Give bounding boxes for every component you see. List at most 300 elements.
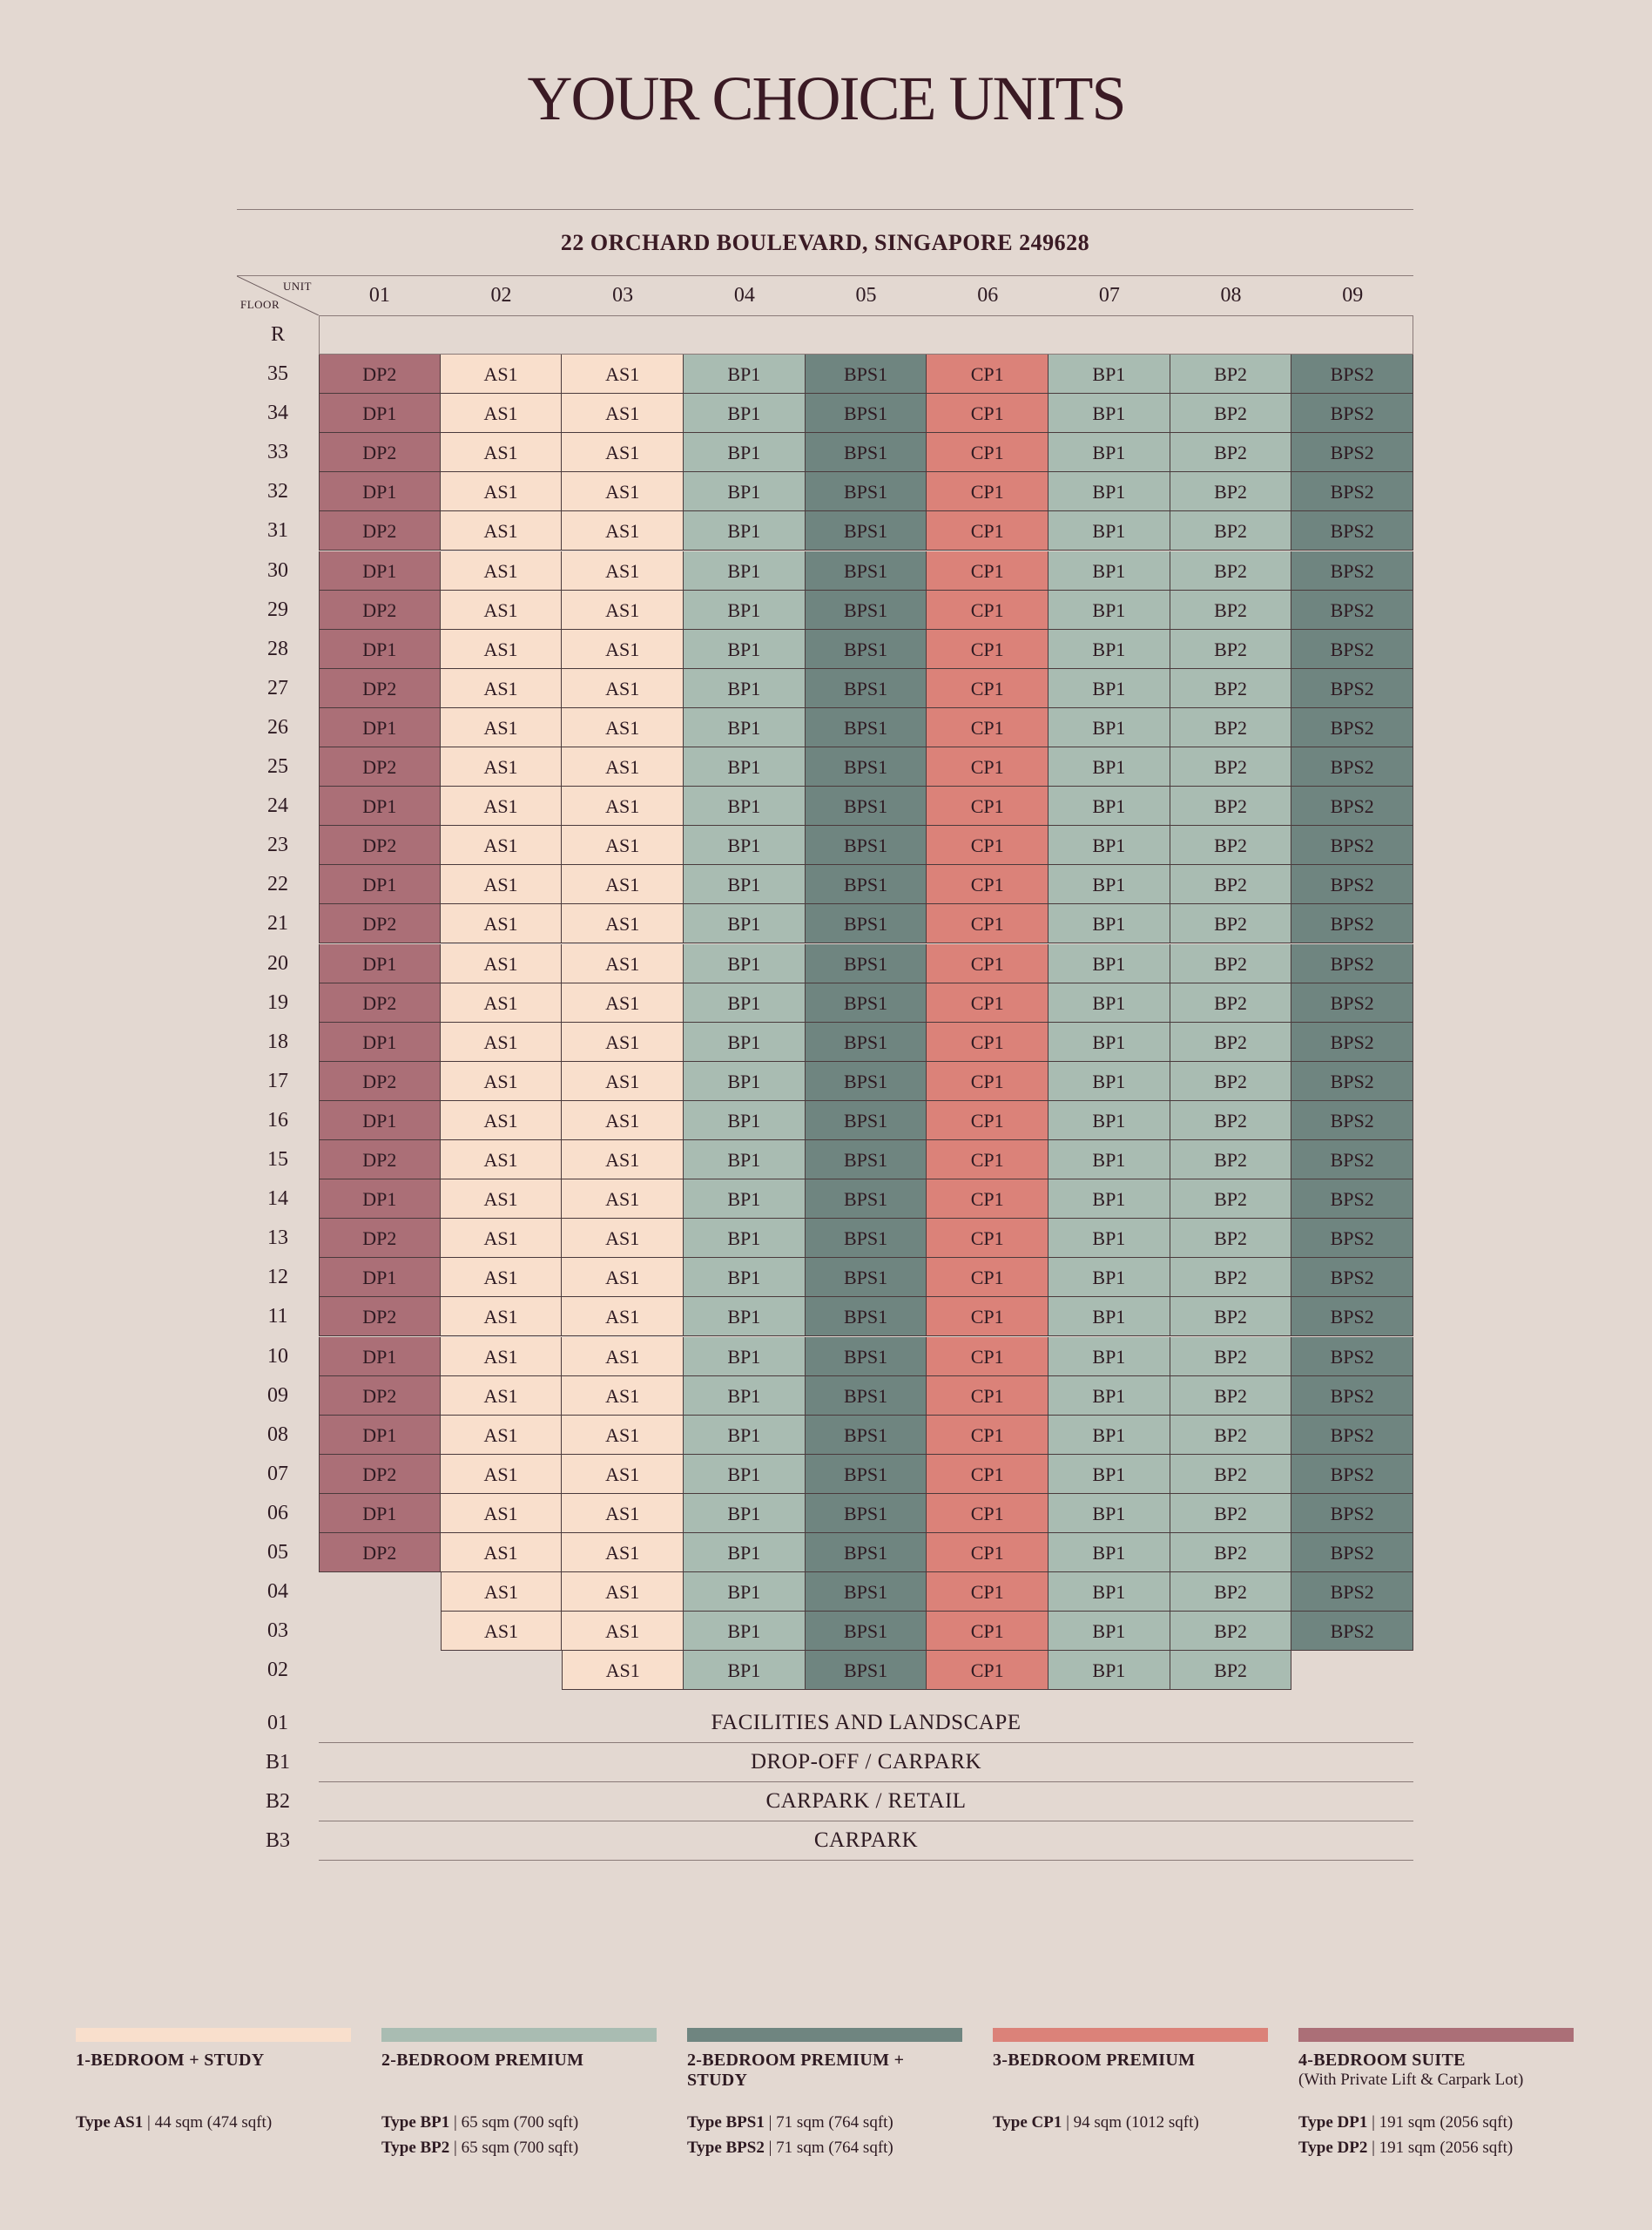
unit-cell: BP2 xyxy=(1170,591,1292,630)
legend-name: 3-BEDROOM PREMIUM xyxy=(993,2051,1196,2070)
unit-cell: BPS2 xyxy=(1291,630,1413,669)
unit-cell: CP1 xyxy=(927,747,1049,787)
unit-cell: AS1 xyxy=(562,1101,684,1140)
shared-floor-band: CARPARK xyxy=(319,1821,1413,1861)
unit-cell: BP2 xyxy=(1170,708,1292,747)
floor-label: 21 xyxy=(267,912,288,936)
column-header: 08 xyxy=(1220,284,1242,307)
unit-cell: DP2 xyxy=(319,591,441,630)
legend-swatch xyxy=(381,2028,657,2042)
unit-cell: AS1 xyxy=(441,1572,563,1612)
floor-label: 13 xyxy=(267,1226,288,1250)
floor-label: 04 xyxy=(267,1580,288,1604)
unit-cell: BPS2 xyxy=(1291,708,1413,747)
unit-cell: DP2 xyxy=(319,1533,441,1572)
unit-cell: CP1 xyxy=(927,983,1049,1023)
unit-cell: CP1 xyxy=(927,708,1049,747)
unit-cell: BPS1 xyxy=(806,1297,927,1336)
unit-cell: AS1 xyxy=(562,1140,684,1179)
unit-cell: BP2 xyxy=(1170,1101,1292,1140)
unit-type-size: 44 sqm (474 sqft) xyxy=(154,2113,273,2132)
unit-cell: BPS2 xyxy=(1291,394,1413,433)
unit-cell: BP1 xyxy=(1049,1455,1170,1494)
unit-type-name: Type BP1 xyxy=(381,2113,450,2132)
unit-cell: BP1 xyxy=(1049,355,1170,394)
unit-cell: AS1 xyxy=(441,669,563,708)
unit-cell: BPS2 xyxy=(1291,1455,1413,1494)
unit-cell: AS1 xyxy=(562,904,684,943)
column-header: 02 xyxy=(490,284,512,307)
unit-cell: CP1 xyxy=(927,551,1049,591)
unit-cell: CP1 xyxy=(927,591,1049,630)
floor-label: 26 xyxy=(267,715,288,739)
unit-cell: CP1 xyxy=(927,944,1049,983)
unit-cell: CP1 xyxy=(927,1455,1049,1494)
separator: | xyxy=(1062,2113,1074,2132)
unit-cell: CP1 xyxy=(927,1376,1049,1416)
unit-cell: CP1 xyxy=(927,787,1049,826)
unit-cell: BP2 xyxy=(1170,826,1292,865)
unit-cell: BP1 xyxy=(684,944,806,983)
unit-cell: CP1 xyxy=(927,1612,1049,1651)
unit-cell: BP1 xyxy=(1049,1140,1170,1179)
unit-cell: CP1 xyxy=(927,1219,1049,1258)
unit-cell: AS1 xyxy=(441,1179,563,1219)
unit-cell: BP1 xyxy=(684,1612,806,1651)
unit-cell: CP1 xyxy=(927,904,1049,943)
unit-cell: CP1 xyxy=(927,1023,1049,1062)
legend-type-line xyxy=(381,2110,695,2135)
unit-cell: BP2 xyxy=(1170,1376,1292,1416)
unit-cell: BP1 xyxy=(1049,747,1170,787)
unit-cell: AS1 xyxy=(441,1376,563,1416)
unit-type-name: Type DP1 xyxy=(1298,2113,1368,2132)
unit-cell: BP1 xyxy=(1049,904,1170,943)
unit-cell: BPS2 xyxy=(1291,1416,1413,1455)
unit-cell: BP1 xyxy=(1049,591,1170,630)
unit-cell: AS1 xyxy=(562,1494,684,1533)
legend-types xyxy=(687,2110,1001,2160)
unit-cell: DP1 xyxy=(319,787,441,826)
unit-cell: BP1 xyxy=(1049,669,1170,708)
floor-label: 03 xyxy=(267,1619,288,1643)
unit-cell: CP1 xyxy=(927,1337,1049,1376)
unit-cell: DP1 xyxy=(319,551,441,591)
unit-cell: BP2 xyxy=(1170,394,1292,433)
unit-cell: AS1 xyxy=(562,1416,684,1455)
unit-cell: BPS1 xyxy=(806,1219,927,1258)
floor-label: 07 xyxy=(267,1462,288,1485)
unit-cell: AS1 xyxy=(441,433,563,472)
floor-label: 27 xyxy=(267,676,288,699)
legend-item xyxy=(1298,2028,1574,2157)
unit-type-size: 71 sqm (764 sqft) xyxy=(776,2139,893,2157)
unit-cell: BPS2 xyxy=(1291,865,1413,904)
unit-cell: AS1 xyxy=(441,1140,563,1179)
unit-cell: CP1 xyxy=(927,1140,1049,1179)
unit-cell: AS1 xyxy=(441,747,563,787)
legend-name: 2-BEDROOM PREMIUM xyxy=(381,2051,584,2070)
unit-cell: BPS1 xyxy=(806,1455,927,1494)
legend-name: 1-BEDROOM + STUDY xyxy=(76,2051,265,2070)
unit-cell: AS1 xyxy=(562,944,684,983)
unit-cell: BPS2 xyxy=(1291,355,1413,394)
unit-cell: DP1 xyxy=(319,865,441,904)
unit-cell: AS1 xyxy=(441,355,563,394)
unit-cell: BP1 xyxy=(684,1494,806,1533)
unit-cell: BP1 xyxy=(684,1651,806,1690)
unit-cell: BP2 xyxy=(1170,1179,1292,1219)
unit-cell: BP1 xyxy=(1049,1023,1170,1062)
floor-label: 16 xyxy=(267,1108,288,1132)
legend-subtitle: (With Private Lift & Carpark Lot) xyxy=(1298,2071,1524,2089)
unit-type-name: Type DP2 xyxy=(1298,2139,1368,2157)
unit-cell: BP1 xyxy=(684,472,806,511)
unit-cell: BPS2 xyxy=(1291,1337,1413,1376)
unit-cell: AS1 xyxy=(562,669,684,708)
unit-cell: AS1 xyxy=(441,1612,563,1651)
unit-cell: AS1 xyxy=(562,826,684,865)
unit-cell: BP2 xyxy=(1170,1023,1292,1062)
column-header: 05 xyxy=(855,284,877,307)
legend-name: 4-BEDROOM SUITE xyxy=(1298,2051,1466,2070)
separator: | xyxy=(1367,2139,1379,2157)
unit-cell: BPS1 xyxy=(806,747,927,787)
unit-cell: AS1 xyxy=(441,708,563,747)
floor-label: 05 xyxy=(267,1541,288,1564)
unit-cell: AS1 xyxy=(441,983,563,1023)
unit-cell: CP1 xyxy=(927,865,1049,904)
unit-cell: BPS1 xyxy=(806,1062,927,1101)
unit-cell: BP2 xyxy=(1170,1572,1292,1612)
unit-cell: BP1 xyxy=(684,1337,806,1376)
unit-cell: AS1 xyxy=(562,1258,684,1297)
unit-cell: BP1 xyxy=(1049,1416,1170,1455)
unit-cell: AS1 xyxy=(441,1455,563,1494)
unit-cell: CP1 xyxy=(927,1533,1049,1572)
unit-cell: AS1 xyxy=(441,1219,563,1258)
column-header: 07 xyxy=(1098,284,1120,307)
unit-cell: BP1 xyxy=(684,591,806,630)
unit-cell: BPS1 xyxy=(806,1533,927,1572)
unit-cell: BPS1 xyxy=(806,944,927,983)
unit-cell: BP2 xyxy=(1170,747,1292,787)
unit-cell: BP2 xyxy=(1170,630,1292,669)
unit-cell: BPS2 xyxy=(1291,1062,1413,1101)
unit-cell: BPS1 xyxy=(806,551,927,591)
unit-cell: CP1 xyxy=(927,1101,1049,1140)
unit-cell: CP1 xyxy=(927,1494,1049,1533)
unit-cell: AS1 xyxy=(562,551,684,591)
unit-cell: BPS1 xyxy=(806,1651,927,1690)
floor-label: 06 xyxy=(267,1501,288,1524)
unit-cell: AS1 xyxy=(562,1572,684,1612)
floor-label: 15 xyxy=(267,1148,288,1171)
unit-cell: AS1 xyxy=(562,1219,684,1258)
unit-cell: BPS1 xyxy=(806,708,927,747)
unit-cell: BP2 xyxy=(1170,1062,1292,1101)
unit-cell: AS1 xyxy=(562,1455,684,1494)
unit-cell: BP1 xyxy=(1049,1572,1170,1612)
unit-cell: AS1 xyxy=(562,433,684,472)
unit-cell: BPS2 xyxy=(1291,1219,1413,1258)
unit-cell: AS1 xyxy=(441,551,563,591)
shared-floor-band: DROP-OFF / CARPARK xyxy=(319,1743,1413,1782)
unit-cell: BPS1 xyxy=(806,355,927,394)
unit-cell: BP1 xyxy=(1049,826,1170,865)
unit-cell: BP2 xyxy=(1170,944,1292,983)
unit-cell: BPS2 xyxy=(1291,1140,1413,1179)
separator: | xyxy=(764,2139,777,2157)
floor-label: 24 xyxy=(267,794,288,818)
column-header: 09 xyxy=(1342,284,1364,307)
unit-cell: DP2 xyxy=(319,433,441,472)
unit-cell: BP1 xyxy=(684,747,806,787)
unit-cell: BP1 xyxy=(1049,1258,1170,1297)
floor-label: 35 xyxy=(267,362,288,385)
unit-cell: BPS2 xyxy=(1291,433,1413,472)
unit-cell: AS1 xyxy=(562,787,684,826)
unit-type-name: Type CP1 xyxy=(993,2113,1062,2132)
unit-cell: AS1 xyxy=(562,472,684,511)
unit-cell: BPS2 xyxy=(1291,747,1413,787)
unit-cell: BP2 xyxy=(1170,551,1292,591)
unit-cell: BP2 xyxy=(1170,1494,1292,1533)
unit-cell: BP1 xyxy=(684,787,806,826)
unit-cell: AS1 xyxy=(562,1651,684,1690)
unit-cell: BP1 xyxy=(1049,1062,1170,1101)
unit-cell: DP1 xyxy=(319,708,441,747)
unit-cell: BPS1 xyxy=(806,472,927,511)
floor-label: 20 xyxy=(267,951,288,975)
unit-cell: BPS1 xyxy=(806,1179,927,1219)
legend-type-line xyxy=(76,2110,389,2135)
unit-cell: BPS1 xyxy=(806,394,927,433)
unit-cell: BP2 xyxy=(1170,1533,1292,1572)
unit-cell: AS1 xyxy=(441,394,563,433)
unit-cell: BP1 xyxy=(684,551,806,591)
unit-cell: DP1 xyxy=(319,1023,441,1062)
unit-cell: AS1 xyxy=(441,630,563,669)
legend-swatch xyxy=(687,2028,962,2042)
unit-cell: DP2 xyxy=(319,1219,441,1258)
unit-cell: DP2 xyxy=(319,1376,441,1416)
unit-cell: BPS1 xyxy=(806,826,927,865)
unit-cell: BP1 xyxy=(684,1258,806,1297)
unit-cell: BP2 xyxy=(1170,865,1292,904)
unit-cell: BPS2 xyxy=(1291,1101,1413,1140)
unit-cell: DP2 xyxy=(319,904,441,943)
unit-cell: BP2 xyxy=(1170,1297,1292,1336)
unit-cell: AS1 xyxy=(562,1062,684,1101)
unit-cell: BP1 xyxy=(1049,787,1170,826)
unit-cell: BPS2 xyxy=(1291,787,1413,826)
unit-cell: BPS1 xyxy=(806,865,927,904)
unit-cell: DP2 xyxy=(319,1062,441,1101)
unit-cell: AS1 xyxy=(562,983,684,1023)
separator: | xyxy=(1367,2113,1379,2132)
unit-cell: BPS1 xyxy=(806,630,927,669)
unit-cell: BPS1 xyxy=(806,1376,927,1416)
legend-item xyxy=(687,2028,962,2157)
unit-type-name: Type BPS1 xyxy=(687,2113,765,2132)
unit-cell: BP1 xyxy=(684,1297,806,1336)
unit-cell: AS1 xyxy=(441,787,563,826)
unit-cell: BPS2 xyxy=(1291,472,1413,511)
unit-cell: BPS1 xyxy=(806,1337,927,1376)
unit-cell: DP1 xyxy=(319,394,441,433)
unit-cell: BP2 xyxy=(1170,904,1292,943)
unit-cell: BP2 xyxy=(1170,511,1292,551)
unit-cell: DP1 xyxy=(319,1179,441,1219)
unit-cell: BP1 xyxy=(1049,944,1170,983)
unit-cell: AS1 xyxy=(562,1533,684,1572)
unit-cell: DP2 xyxy=(319,1140,441,1179)
unit-cell: CP1 xyxy=(927,1572,1049,1612)
unit-cell: DP1 xyxy=(319,1258,441,1297)
floor-label: 28 xyxy=(267,637,288,660)
unit-cell: BPS1 xyxy=(806,1023,927,1062)
unit-cell: BPS1 xyxy=(806,1140,927,1179)
unit-cell: CP1 xyxy=(927,1258,1049,1297)
floor-label: 12 xyxy=(267,1266,288,1289)
unit-cell: BP1 xyxy=(684,1179,806,1219)
unit-type-size: 94 sqm (1012 sqft) xyxy=(1073,2113,1199,2132)
unit-cell: DP1 xyxy=(319,1416,441,1455)
separator: | xyxy=(449,2113,462,2132)
unit-cell: BP1 xyxy=(1049,1337,1170,1376)
column-header: 04 xyxy=(733,284,755,307)
unit-cell: AS1 xyxy=(562,630,684,669)
unit-cell: BP1 xyxy=(684,983,806,1023)
unit-cell: BP1 xyxy=(1049,1533,1170,1572)
unit-cell: CP1 xyxy=(927,826,1049,865)
unit-cell: BPS2 xyxy=(1291,1612,1413,1651)
unit-cell: CP1 xyxy=(927,394,1049,433)
unit-cell: AS1 xyxy=(441,1494,563,1533)
unit-cell: BP1 xyxy=(1049,865,1170,904)
unit-cell: CP1 xyxy=(927,511,1049,551)
column-header: 03 xyxy=(612,284,634,307)
unit-cell: BP1 xyxy=(1049,1612,1170,1651)
unit-cell: CP1 xyxy=(927,1179,1049,1219)
unit-cell: BPS2 xyxy=(1291,983,1413,1023)
legend-swatch xyxy=(993,2028,1268,2042)
floor-label: 25 xyxy=(267,755,288,778)
top-divider xyxy=(237,209,1413,210)
unit-cell: BPS2 xyxy=(1291,551,1413,591)
unit-cell: AS1 xyxy=(441,1101,563,1140)
unit-cell: BP1 xyxy=(1049,433,1170,472)
floor-label: 17 xyxy=(267,1069,288,1092)
unit-cell: CP1 xyxy=(927,1416,1049,1455)
unit-cell: BP1 xyxy=(684,433,806,472)
unit-cell: BP1 xyxy=(684,630,806,669)
unit-cell: AS1 xyxy=(441,865,563,904)
floor-label: B1 xyxy=(265,1751,290,1774)
unit-cell: AS1 xyxy=(441,904,563,943)
unit-cell: DP2 xyxy=(319,355,441,394)
unit-cell: DP1 xyxy=(319,1494,441,1533)
unit-cell: AS1 xyxy=(441,511,563,551)
floor-label: B2 xyxy=(265,1790,290,1814)
shared-floor-band: CARPARK / RETAIL xyxy=(319,1782,1413,1821)
legend-name: 2-BEDROOM PREMIUM + STUDY xyxy=(687,2051,905,2090)
unit-cell: CP1 xyxy=(927,1297,1049,1336)
unit-cell: DP2 xyxy=(319,1297,441,1336)
unit-cell: BPS2 xyxy=(1291,826,1413,865)
legend-item xyxy=(381,2028,657,2157)
legend-type-line xyxy=(381,2135,695,2160)
unit-cell: BP2 xyxy=(1170,355,1292,394)
legend-type-line xyxy=(687,2110,1001,2135)
unit-cell: AS1 xyxy=(441,1023,563,1062)
unit-cell: AS1 xyxy=(441,591,563,630)
unit-cell: BP1 xyxy=(684,1376,806,1416)
unit-cell: AS1 xyxy=(441,1062,563,1101)
unit-cell: BPS1 xyxy=(806,1101,927,1140)
unit-cell: BPS2 xyxy=(1291,1023,1413,1062)
unit-cell: BP1 xyxy=(684,669,806,708)
unit-cell: AS1 xyxy=(562,1179,684,1219)
unit-cell: AS1 xyxy=(441,826,563,865)
unit-cell: AS1 xyxy=(562,747,684,787)
unit-cell: BP1 xyxy=(1049,1376,1170,1416)
unit-type-size: 65 sqm (700 sqft) xyxy=(461,2113,579,2132)
unit-cell: BP2 xyxy=(1170,1140,1292,1179)
corner-unit-label: UNIT xyxy=(282,280,312,293)
floor-label: 02 xyxy=(267,1659,288,1682)
unit-cell: BPS1 xyxy=(806,787,927,826)
floor-label: 11 xyxy=(267,1305,288,1328)
unit-cell: BP1 xyxy=(684,1416,806,1455)
unit-cell: AS1 xyxy=(441,1258,563,1297)
column-header: 06 xyxy=(977,284,999,307)
unit-cell: AS1 xyxy=(441,1337,563,1376)
unit-cell: BP1 xyxy=(1049,1219,1170,1258)
unit-cell: BP1 xyxy=(684,1062,806,1101)
unit-type-size: 65 sqm (700 sqft) xyxy=(461,2139,579,2157)
unit-cell: CP1 xyxy=(927,669,1049,708)
unit-type-size: 191 sqm (2056 sqft) xyxy=(1379,2139,1514,2157)
unit-cell: BP1 xyxy=(1049,1179,1170,1219)
unit-cell: AS1 xyxy=(441,472,563,511)
unit-type-name: Type BP2 xyxy=(381,2139,450,2157)
floor-label: 30 xyxy=(267,558,288,582)
unit-cell: BPS1 xyxy=(806,1258,927,1297)
unit-cell: BPS1 xyxy=(806,669,927,708)
legend-types xyxy=(993,2110,1306,2135)
unit-cell: BP2 xyxy=(1170,1337,1292,1376)
unit-cell: BP1 xyxy=(684,708,806,747)
corner-floor-label: FLOOR xyxy=(240,298,280,311)
floor-label: 19 xyxy=(267,990,288,1014)
separator: | xyxy=(143,2113,155,2132)
shared-floor-band: FACILITIES AND LANDSCAPE xyxy=(319,1704,1413,1743)
unit-cell: BP1 xyxy=(1049,1651,1170,1690)
unit-cell: DP1 xyxy=(319,472,441,511)
unit-cell: CP1 xyxy=(927,1062,1049,1101)
floor-label: 32 xyxy=(267,480,288,503)
unit-cell: BP1 xyxy=(684,394,806,433)
unit-cell: BPS2 xyxy=(1291,591,1413,630)
unit-cell: BP2 xyxy=(1170,433,1292,472)
unit-cell: BP1 xyxy=(1049,983,1170,1023)
unit-cell: BP2 xyxy=(1170,1455,1292,1494)
floor-label: 31 xyxy=(267,519,288,543)
legend-types xyxy=(1298,2110,1612,2160)
unit-cell: AS1 xyxy=(562,394,684,433)
